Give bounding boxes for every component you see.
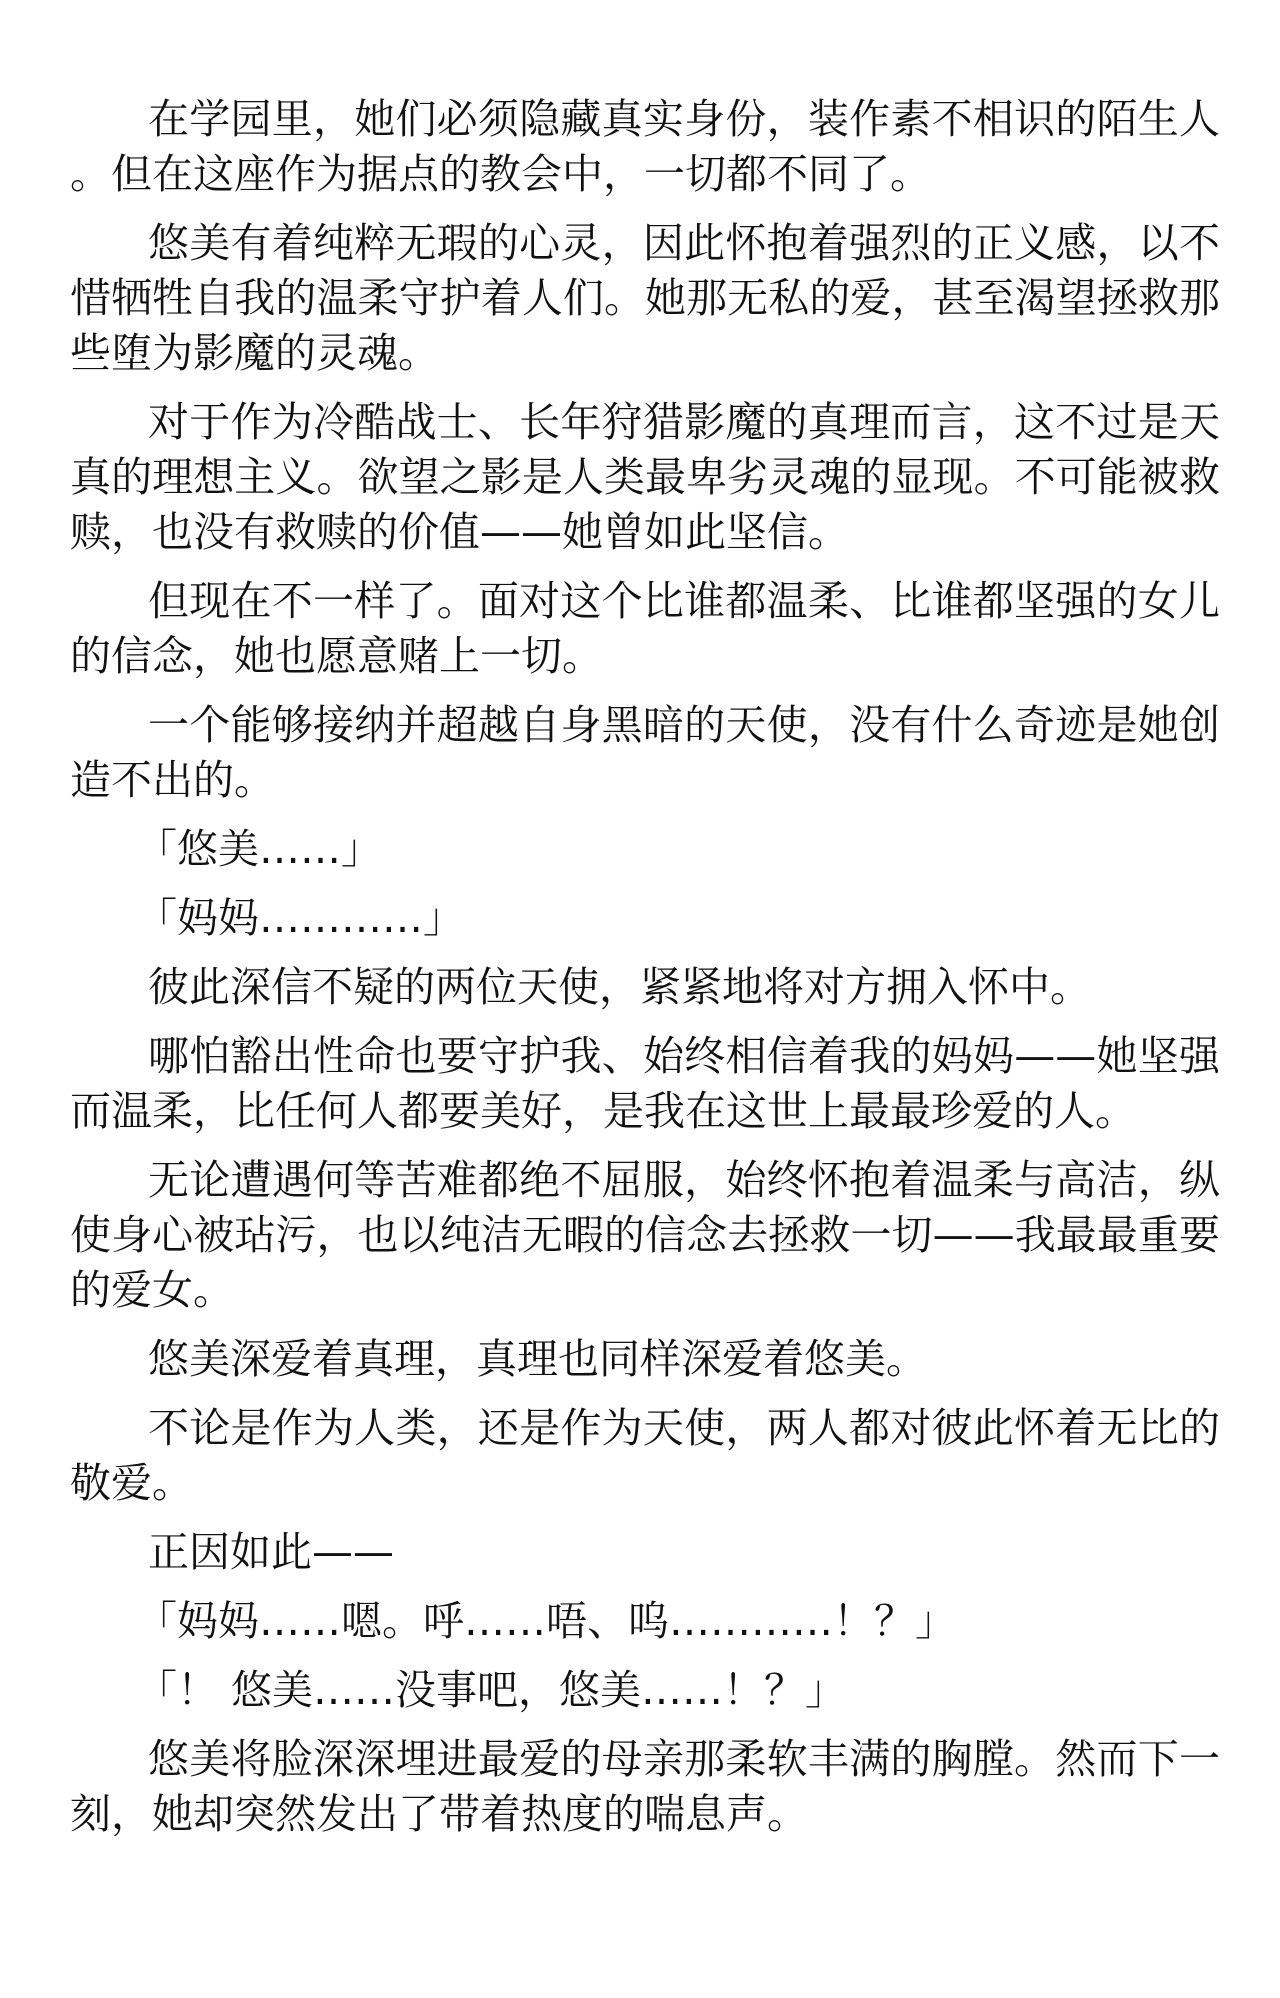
- dialogue-line: 「妈妈…………」: [136, 894, 464, 942]
- paragraph: 但现在不一样了。面对这个比谁都温柔、比谁都坚强的女儿的信念，她也愿意赌上一切。: [70, 577, 1220, 680]
- dialogue-line: 「妈妈……嗯。呼……唔、呜…………！？」: [136, 1597, 956, 1645]
- paragraph: 对于作为冷酷战士、长年狩猎影魔的真理而言，这不过是天真的理想主义。欲望之影是人类最卑劣灵魂的显现。不可能被救赎，也没有救赎的价值——她曾如此坚信。: [70, 398, 1220, 556]
- paragraph: 正因如此——: [148, 1528, 394, 1576]
- paragraph: 彼此深信不疑的两位天使，紧紧地将对方拥入怀中。: [148, 963, 1091, 1011]
- document-page: [70, 92, 1220, 1856]
- paragraph: 在学园里，她们必须隐藏真实身份，装作素不相识的陌生人。但在这座作为据点的教会中，一切都不同了。: [70, 95, 1220, 198]
- paragraph: 哪怕豁出性命也要守护我、始终相信着我的妈妈——她坚强而温柔，比任何人都要美好，是我在这世上最最珍爱的人。: [70, 1032, 1220, 1135]
- paragraph: 悠美有着纯粹无瑕的心灵，因此怀抱着强烈的正义感，以不惜牺牲自我的温柔守护着人们。她那无私的爱，甚至渴望拯救那些堕为影魔的灵魂。: [70, 219, 1220, 377]
- paragraph: 无论遭遇何等苦难都绝不屈服，始终怀抱着温柔与高洁，纵使身心被玷污，也以纯洁无暇的信念去拯救一切——我最最重要的爱女。: [70, 1156, 1220, 1314]
- paragraph: 悠美将脸深深埋进最爱的母亲那柔软丰满的胸膛。然而下一刻，她却突然发出了带着热度的喘息声。: [70, 1735, 1220, 1838]
- paragraph: 悠美深爱着真理，真理也同样深爱着悠美。: [148, 1335, 927, 1383]
- dialogue-line: 「！ 悠美……没事吧，悠美……！？」: [136, 1666, 847, 1714]
- dialogue-line: 「悠美……」: [136, 825, 382, 873]
- paragraph: 一个能够接纳并超越自身黑暗的天使，没有什么奇迹是她创造不出的。: [70, 701, 1220, 804]
- paragraph: 不论是作为人类，还是作为天使，两人都对彼此怀着无比的敬爱。: [70, 1404, 1220, 1507]
